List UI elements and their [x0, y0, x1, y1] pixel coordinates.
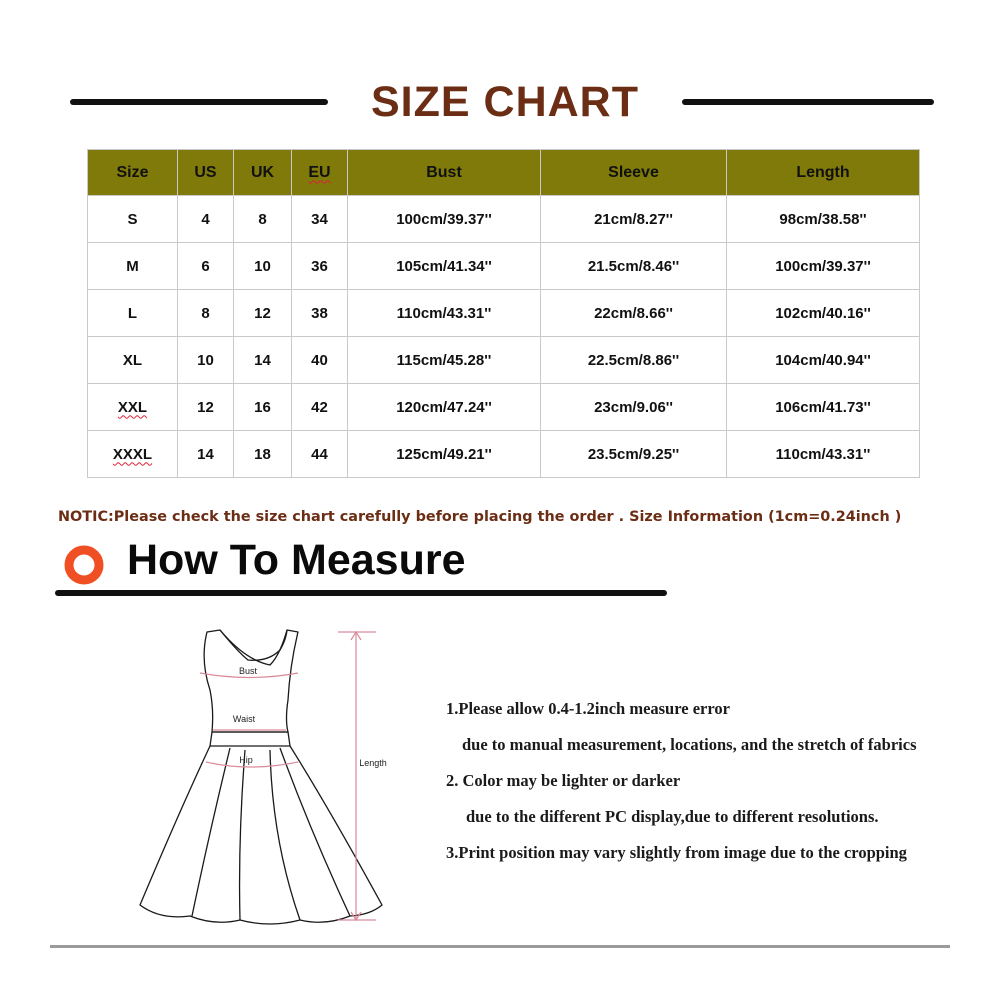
hip-label: Hip	[239, 755, 253, 765]
cell-uk: 12	[234, 290, 292, 337]
table-header-row	[88, 150, 920, 196]
size-table	[87, 149, 920, 478]
cell-length: 98cm/38.58''	[727, 196, 920, 243]
table-row	[88, 243, 920, 290]
column-header-us: US	[178, 150, 234, 196]
note-1: 1.Please allow 0.4-1.2inch measure error	[446, 699, 730, 718]
table-row	[88, 384, 920, 431]
column-header-eu-label: EU	[308, 163, 331, 181]
cell-bust: 125cm/49.21''	[348, 431, 541, 478]
cell-size-label: XXXL	[112, 445, 153, 463]
cell-us: 6	[178, 243, 234, 290]
note-2: 2. Color may be lighter or darker	[446, 771, 681, 790]
cell-uk: 8	[234, 196, 292, 243]
length-label: Length	[359, 758, 387, 768]
cell-us: 10	[178, 337, 234, 384]
title-rule-left	[70, 99, 328, 105]
cell-size: M	[88, 243, 178, 290]
bust-label: Bust	[238, 666, 258, 676]
how-to-measure-title: How To Measure	[127, 536, 466, 584]
cell-eu: 40	[292, 337, 348, 384]
cell-eu: 44	[292, 431, 348, 478]
dress-diagram	[120, 620, 420, 935]
size-notice: NOTIC:Please check the size chart carefully before placing the order . Size Information (1cm=0.24inch )	[58, 509, 902, 525]
column-header-eu	[292, 150, 348, 196]
cell-eu: 38	[292, 290, 348, 337]
table-row	[88, 196, 920, 243]
bottom-divider	[50, 945, 950, 948]
column-header-uk: UK	[234, 150, 292, 196]
cell-us: 8	[178, 290, 234, 337]
cell-size-label: XXL	[117, 398, 148, 416]
cell-sleeve: 23cm/9.06''	[541, 384, 727, 431]
cell-sleeve: 22.5cm/8.86''	[541, 337, 727, 384]
table-row	[88, 337, 920, 384]
table-row	[88, 290, 920, 337]
cell-length: 102cm/40.16''	[727, 290, 920, 337]
measurement-lines	[200, 632, 376, 920]
measure-title-rule	[55, 590, 667, 596]
cell-bust: 120cm/47.24''	[348, 384, 541, 431]
cell-uk: 10	[234, 243, 292, 290]
cell-uk: 14	[234, 337, 292, 384]
size-chart-title: SIZE CHART	[371, 78, 639, 126]
waist-label: Waist	[232, 714, 256, 724]
cell-uk: 16	[234, 384, 292, 431]
cell-size: L	[88, 290, 178, 337]
title-rule-right	[682, 99, 934, 105]
cell-length: 100cm/39.37''	[727, 243, 920, 290]
cell-us: 12	[178, 384, 234, 431]
cell-bust: 115cm/45.28''	[348, 337, 541, 384]
cell-eu: 36	[292, 243, 348, 290]
cell-bust: 110cm/43.31''	[348, 290, 541, 337]
column-header-sleeve: Sleeve	[541, 150, 727, 196]
cell-sleeve: 22cm/8.66''	[541, 290, 727, 337]
cell-us: 14	[178, 431, 234, 478]
note-2-detail: due to the different PC display,due to different resolutions.	[466, 807, 879, 826]
cell-sleeve: 21cm/8.27''	[541, 196, 727, 243]
cell-length: 104cm/40.94''	[727, 337, 920, 384]
cell-size	[88, 431, 178, 478]
note-1-detail: due to manual measurement, locations, and the stretch of fabrics	[462, 735, 917, 754]
column-header-bust: Bust	[348, 150, 541, 196]
cell-bust: 105cm/41.34''	[348, 243, 541, 290]
cell-size: S	[88, 196, 178, 243]
cell-us: 4	[178, 196, 234, 243]
cell-eu: 34	[292, 196, 348, 243]
note-3: 3.Print position may vary slightly from image due to the cropping	[446, 843, 907, 862]
cell-size	[88, 384, 178, 431]
column-header-length: Length	[727, 150, 920, 196]
table-row	[88, 431, 920, 478]
cell-length: 110cm/43.31''	[727, 431, 920, 478]
circle-bullet-icon	[64, 545, 104, 585]
cell-sleeve: 21.5cm/8.46''	[541, 243, 727, 290]
cell-eu: 42	[292, 384, 348, 431]
column-header-size: Size	[88, 150, 178, 196]
cell-length: 106cm/41.73''	[727, 384, 920, 431]
cell-uk: 18	[234, 431, 292, 478]
cell-size: XL	[88, 337, 178, 384]
cell-bust: 100cm/39.37''	[348, 196, 541, 243]
dress-outline	[140, 630, 382, 924]
cell-sleeve: 23.5cm/9.25''	[541, 431, 727, 478]
measure-notes	[446, 697, 966, 877]
